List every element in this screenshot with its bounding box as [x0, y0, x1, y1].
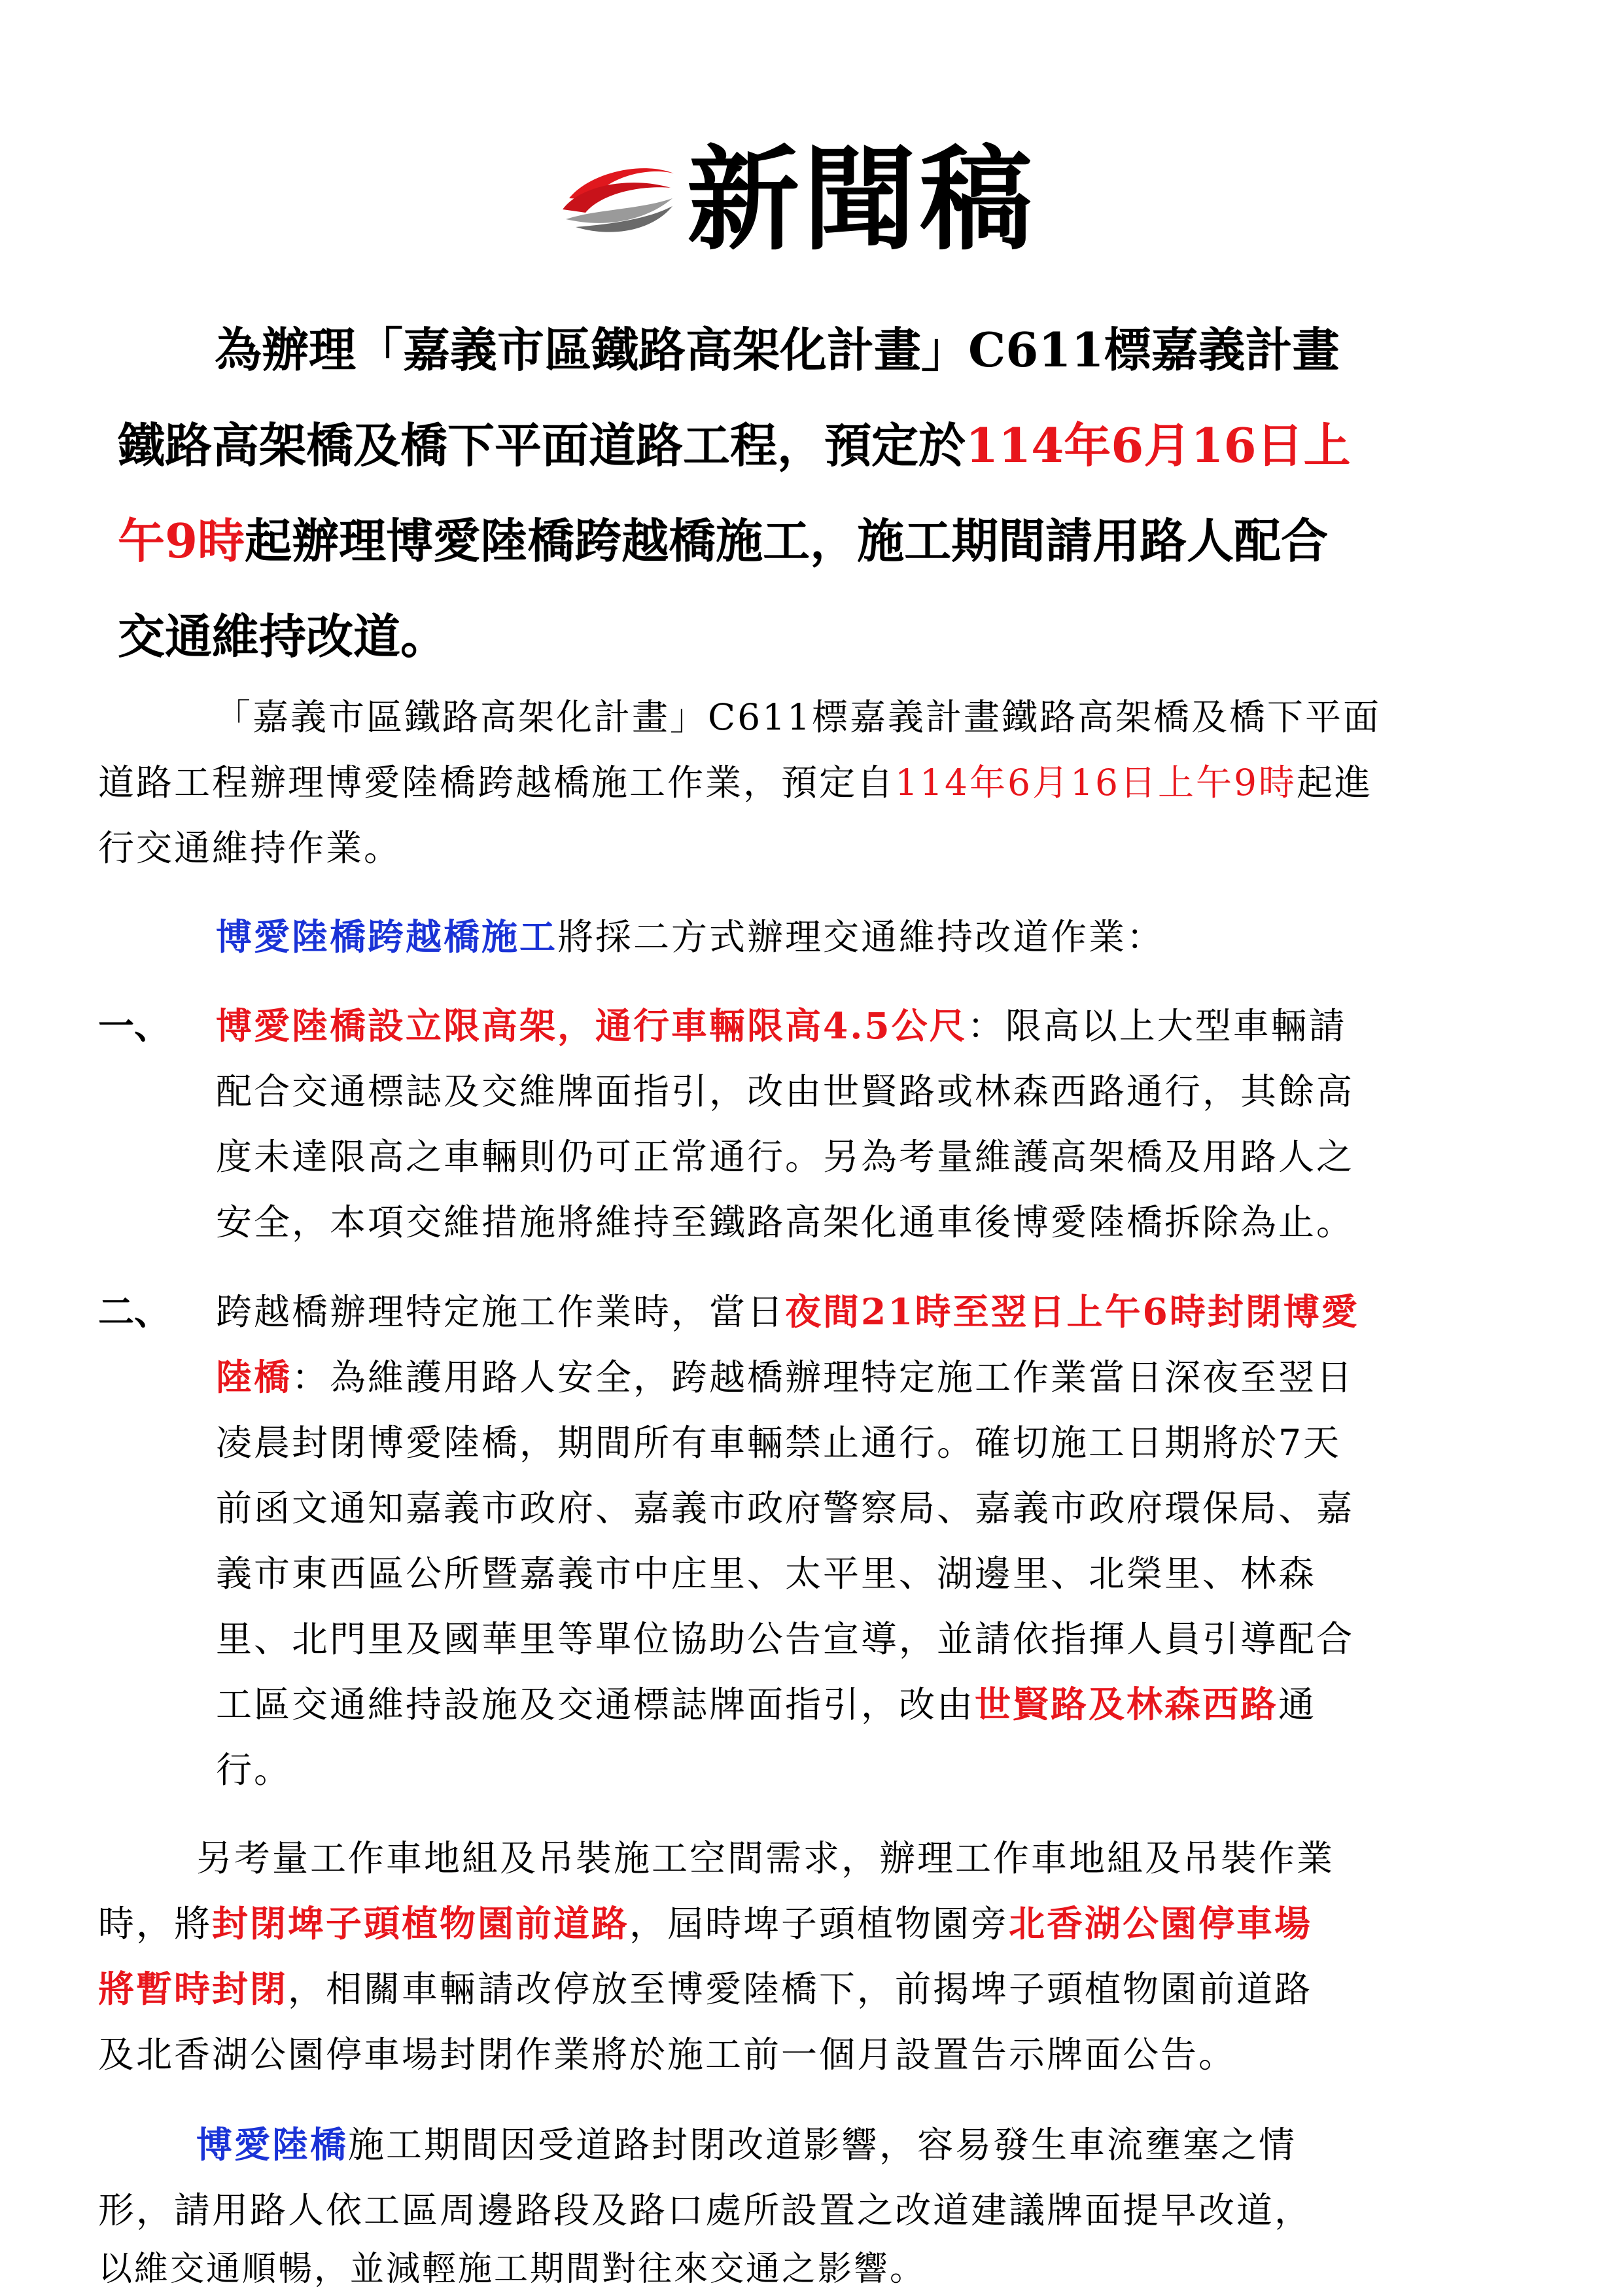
crane-text: ，屆時埤子頭植物園旁 [629, 1903, 1009, 1945]
intro-line-2 [98, 750, 1372, 815]
crane-highlight: 封閉埤子頭植物園前道路 [212, 1902, 630, 1945]
item-1-line-1 [216, 993, 1347, 1059]
item-2-text: 工區交通維持設施及交通標誌牌面指引，改由 [216, 1684, 975, 1725]
traffic-text: 施工期間因受道路封閉改道影響，容易發生車流壅塞之情 [348, 2124, 1297, 2166]
headline-line-1: 為辦理「嘉義市區鐵路高架化計畫」C611標嘉義計畫 [215, 322, 1340, 378]
headline-date: 114年6月16日上 [966, 417, 1351, 473]
intro-line-1: 「嘉義市區鐵路高架化計畫」C611標嘉義計畫鐵路高架橋及橋下平面 [215, 696, 1382, 738]
traffic-highlight: 博愛陸橋 [196, 2123, 349, 2166]
page-title: 新聞稿 [687, 133, 1036, 266]
headline-line-4: 交通維持改道。 [118, 609, 448, 664]
intro-line-3: 行交通維持作業。 [98, 827, 402, 869]
item-1-line-4: 安全，本項交維措施將維持至鐵路高架化通車後博愛陸橋拆除為止。 [216, 1201, 1355, 1243]
item-1-number: 一、 [98, 1004, 171, 1047]
traffic-line-2: 形，請用路人依工區周邊路段及路口處所設置之改道建議牌面提早改道， [98, 2189, 1313, 2231]
headline-line-3 [118, 493, 1550, 589]
item-2-highlight: 陸橋 [216, 1356, 292, 1398]
item-2-line-5: 義市東西區公所暨嘉義市中庄里、太平里、湖邊里、北榮里、林森 [216, 1553, 1317, 1595]
item-1-line-2: 配合交通標誌及交維牌面指引，改由世賢路或林森西路通行，其餘高 [216, 1070, 1355, 1112]
item-2-text: 通 [1278, 1684, 1317, 1725]
crane-text: 時，將 [98, 1903, 213, 1945]
item-2-line-4: 前函文通知嘉義市政府、嘉義市政府警察局、嘉義市政府環保局、嘉 [216, 1487, 1355, 1529]
headline-text: 鐵路高架橋及橋下平面道路工程，預定於 [118, 417, 966, 473]
crane-highlight: 將暫時封閉 [98, 1968, 288, 2010]
item-2-line-8: 行。 [216, 1749, 292, 1791]
item-1-highlight: 博愛陸橋設立限高架，通行車輛限高4.5公尺 [216, 1004, 968, 1047]
headline-time: 午9時 [118, 513, 245, 569]
headline-line-2 [118, 398, 1550, 493]
item-1-line-3: 度未達限高之車輛則仍可正常通行。另為考量維護高架橋及用路人之 [216, 1136, 1355, 1178]
intro-date: 114年6月16日上午9時 [895, 762, 1297, 804]
swoosh-logo-icon [556, 147, 680, 245]
traffic-line-3: 以維交通順暢，並減輕施工期間對往來交通之影響。 [98, 2250, 926, 2289]
item-2-number: 二、 [98, 1290, 171, 1333]
crane-line-3 [98, 1956, 1312, 2022]
intro-text: 起進 [1296, 762, 1372, 804]
item-2-text: 跨越橋辦理特定施工作業時，當日 [216, 1291, 786, 1333]
method-line [216, 904, 1164, 970]
crane-line-1: 另考量工作車地組及吊裝施工空間需求，辦理工作車地組及吊裝作業 [196, 1837, 1335, 1879]
method-text: 將採二方式辦理交通維持改道作業： [557, 916, 1165, 958]
item-2-line-7 [216, 1672, 1316, 1737]
traffic-line-1 [196, 2112, 1297, 2178]
item-2-highlight: 夜間21時至翌日上午6時封閉博愛 [785, 1290, 1359, 1333]
item-2-line-3: 凌晨封閉博愛陸橋，期間所有車輛禁止通行。確切施工日期將於7天 [216, 1422, 1341, 1464]
item-2-line-6: 里、北門里及國華里等單位協助公告宣導，並請依指揮人員引導配合 [216, 1618, 1355, 1660]
crane-text: ，相關車輛請改停放至博愛陸橋下，前揭埤子頭植物園前道路 [288, 1968, 1313, 2010]
item-2-line-1 [216, 1279, 1359, 1345]
item-2-line-2 [216, 1345, 1354, 1410]
crane-highlight: 北香湖公園停車場 [1009, 1902, 1313, 1945]
item-2-highlight: 世賢路及林森西路 [975, 1683, 1279, 1725]
headline-text: 起辦理博愛陸橋跨越橋施工，施工期間請用路人配合 [245, 513, 1329, 569]
crane-line-2 [98, 1891, 1312, 1956]
method-highlight: 博愛陸橋跨越橋施工 [216, 915, 558, 958]
intro-text: 道路工程辦理博愛陸橋跨越橋施工作業，預定自 [98, 762, 896, 804]
header [556, 134, 1079, 272]
item-2-text: ：為維護用路人安全，跨越橋辦理特定施工作業當日深夜至翌日 [292, 1356, 1355, 1398]
crane-line-4: 及北香湖公園停車場封閉作業將於施工前一個月設置告示牌面公告。 [98, 2034, 1237, 2075]
item-1-text: ：限高以上大型車輛請 [967, 1005, 1347, 1047]
